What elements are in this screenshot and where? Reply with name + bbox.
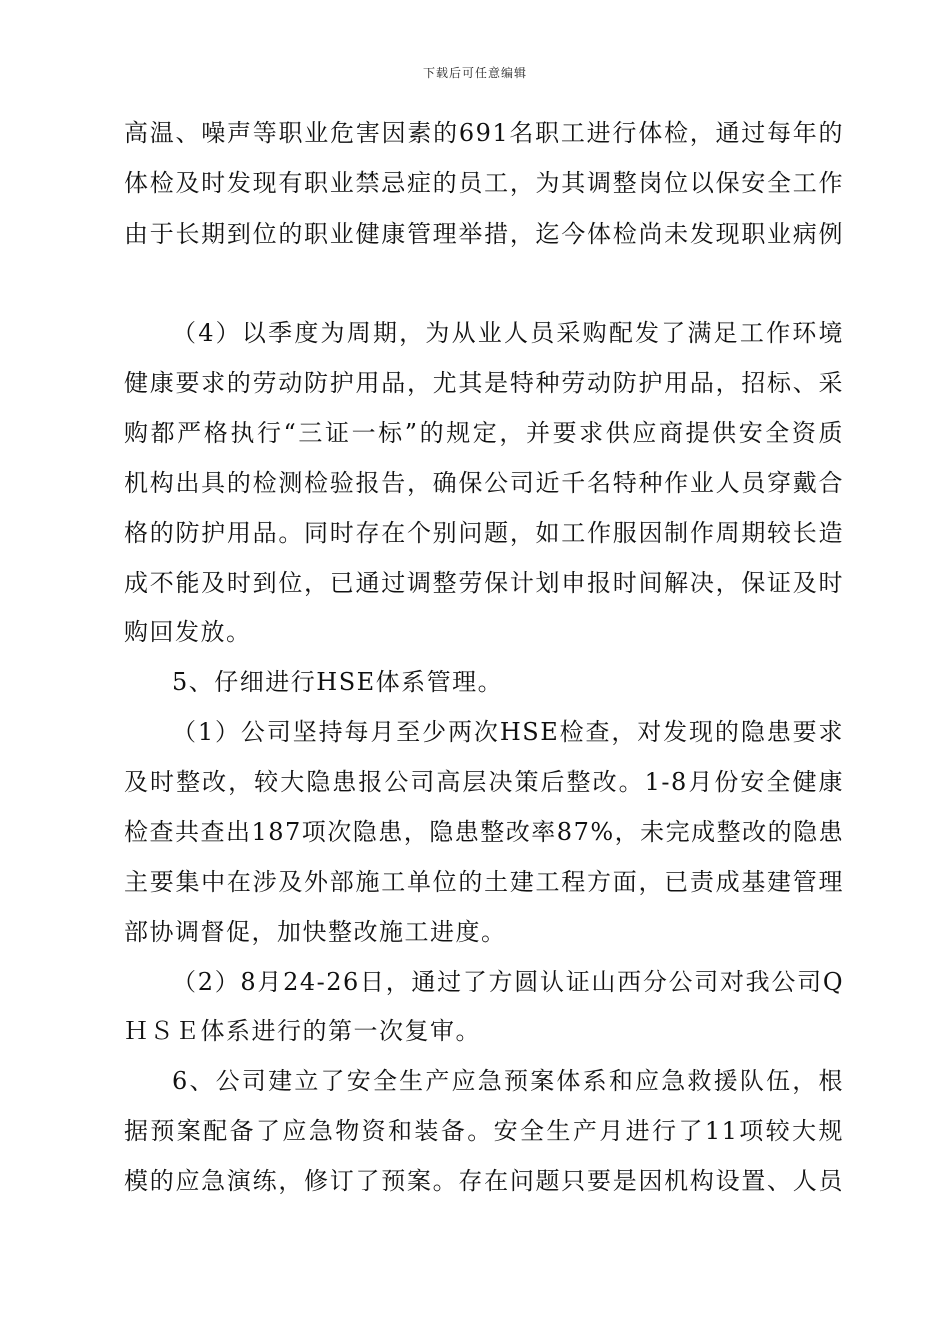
text-line: ＨＳＥ体系进行的第一次复审。: [124, 1017, 481, 1045]
text-line: 高温、噪声等职业危害因素的691名职工进行体检，通过每年的: [124, 119, 844, 147]
text-line: （4）以季度为周期，为从业人员采购配发了满足工作环境: [172, 319, 844, 347]
text-line: 由于长期到位的职业健康管理举措，迄今体检尚未发现职业病例: [124, 220, 844, 248]
text-line: 据预案配备了应急物资和装备。安全生产月进行了11项较大规: [124, 1117, 844, 1145]
text-line: 部协调督促，加快整改施工进度。: [124, 918, 507, 946]
page-header: 下载后可任意编辑: [422, 66, 527, 80]
text-line: 成不能及时到位，已通过调整劳保计划申报时间解决，保证及时: [124, 569, 844, 597]
text-line: 模的应急演练，修订了预案。存在问题只要是因机构设置、人员: [124, 1167, 844, 1195]
text-line: 主要集中在涉及外部施工单位的土建工程方面，已责成基建管理: [124, 868, 844, 896]
text-line: 健康要求的劳动防护用品，尤其是特种劳动防护用品，招标、采: [124, 369, 844, 397]
text-line: （1）公司坚持每月至少两次HSE检查，对发现的隐患要求: [172, 718, 844, 746]
text-line: 检查共查出187项次隐患，隐患整改率87%，未完成整改的隐患: [124, 818, 845, 846]
text-line: 及时整改，较大隐患报公司高层决策后整改。1-8月份安全健康: [124, 768, 844, 796]
section-heading: 6、公司建立了安全生产应急预案体系和应急救援队伍，根: [172, 1067, 844, 1095]
text-line: 购回发放。: [124, 618, 252, 646]
section-heading: 5、仔细进行HSE体系管理。: [172, 668, 504, 696]
text-line: 机构出具的检测检验报告，确保公司近千名特种作业人员穿戴合: [124, 469, 844, 497]
text-line: 购都严格执行“三证一标”的规定，并要求供应商提供安全资质: [124, 419, 844, 447]
text-line: （2）8月24-26日，通过了方圆认证山西分公司对我公司Q: [172, 968, 844, 996]
text-line: 体检及时发现有职业禁忌症的员工，为其调整岗位以保安全工作: [124, 169, 844, 197]
text-line: 格的防护用品。同时存在个别问题，如工作服因制作周期较长造: [124, 519, 844, 547]
